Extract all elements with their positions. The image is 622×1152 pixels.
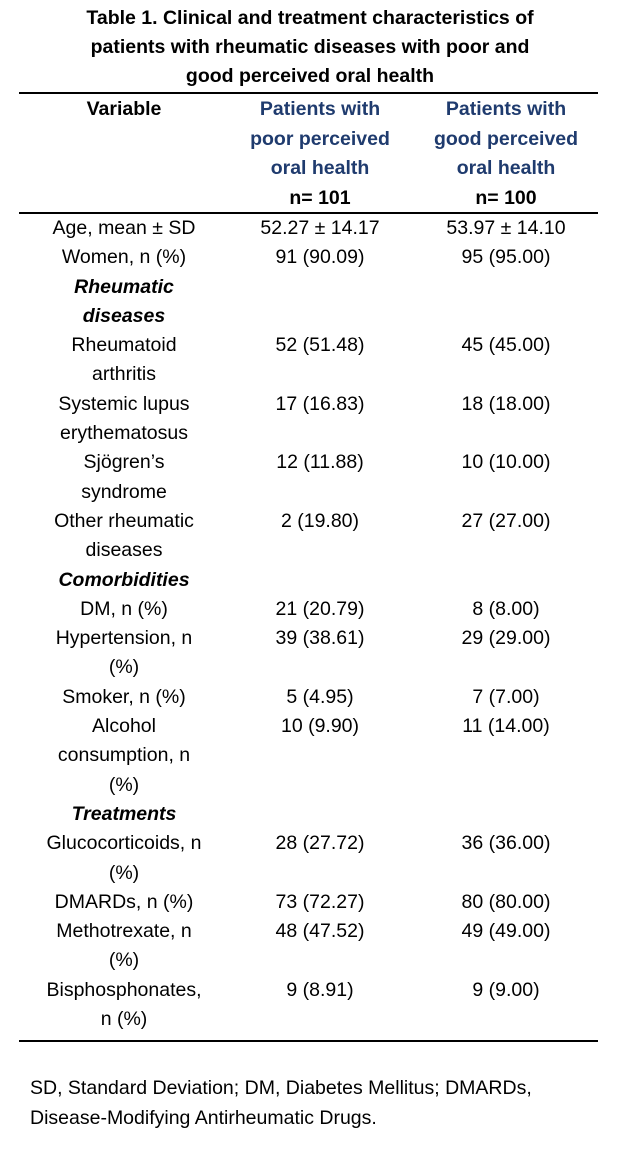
cell-good-oral-health: 9 (9.00)	[472, 978, 540, 1001]
table-title	[20, 4, 600, 91]
header-good-oral-health	[418, 95, 594, 213]
row-label-line: Glucocorticoids, n	[46, 832, 202, 855]
cell-poor-oral-health: 9 (8.91)	[286, 978, 354, 1001]
row-label	[34, 683, 214, 712]
header-line: oral health	[270, 157, 370, 179]
cell-good-oral-health: 49 (49.00)	[461, 920, 551, 943]
header-line: oral health	[456, 157, 556, 179]
header-line: poor perceived	[250, 127, 390, 150]
header-variable	[34, 95, 214, 125]
table-top-rule	[19, 92, 598, 94]
row-label-line: n (%)	[100, 1008, 148, 1031]
cell-good-oral-health: 29 (29.00)	[461, 627, 551, 650]
row-label	[34, 712, 214, 800]
header-poor-oral-health	[232, 95, 408, 213]
section-heading	[34, 800, 214, 829]
cell-poor-oral-health: 52.27 ± 14.17	[260, 217, 380, 239]
table-title-line: good perceived oral health	[185, 65, 435, 87]
row-label	[34, 888, 214, 917]
row-label	[34, 917, 214, 976]
cell-poor-oral-health: 91 (90.09)	[275, 246, 365, 269]
cell-poor-oral-health: 12 (11.88)	[276, 451, 364, 474]
cell-good-oral-health: 80 (80.00)	[461, 890, 551, 913]
row-label-line: consumption, n	[57, 744, 191, 767]
cell-good-oral-health: 11 (14.00)	[462, 715, 550, 738]
cell-good-oral-health: 45 (45.00)	[461, 334, 551, 357]
row-label	[34, 448, 214, 507]
row-label-line: Sjögren’s	[83, 451, 165, 474]
table-title-line: patients with rheumatic diseases with poor and	[90, 36, 530, 58]
table-title-line: Table 1. Clinical and treatment characteristics of	[86, 7, 534, 29]
row-label-line: arthritis	[92, 363, 156, 386]
row-label-line: (%)	[108, 773, 140, 796]
footnote-line: Disease-Modifying Antirheumatic Drugs.	[30, 1107, 377, 1129]
row-label-line: Women, n (%)	[61, 246, 187, 269]
row-label-line: Alcohol	[92, 715, 156, 738]
cell-good-oral-health: 36 (36.00)	[461, 832, 551, 855]
row-label-line: syndrome	[81, 480, 167, 503]
row-label-line: Methotrexate, n	[56, 920, 192, 943]
row-label-line: Age, mean ± SD	[52, 217, 196, 239]
row-label-line: Treatments	[71, 803, 177, 825]
row-label	[34, 331, 214, 390]
table-footnote	[30, 1073, 615, 1133]
cell-poor-oral-health: 5 (4.95)	[286, 685, 354, 708]
row-label	[34, 507, 214, 566]
cell-good-oral-health: 53.97 ± 14.10	[446, 217, 566, 239]
cell-good-oral-health: 7 (7.00)	[472, 685, 540, 708]
row-label	[34, 976, 214, 1035]
cell-good-oral-health: 8 (8.00)	[472, 597, 540, 620]
row-label-line: (%)	[108, 949, 140, 972]
row-label-line: Comorbidities	[58, 568, 190, 591]
row-label-line: Smoker, n (%)	[62, 685, 186, 708]
row-label-line: DM, n (%)	[80, 597, 168, 620]
header-line: good perceived	[433, 127, 579, 150]
header-line: Patients with	[445, 98, 567, 120]
row-label-line: Rheumatoid	[71, 334, 177, 357]
row-label-line: Systemic lupus	[58, 392, 190, 415]
row-label	[34, 243, 214, 272]
row-label	[34, 624, 214, 683]
cell-poor-oral-health: 39 (38.61)	[275, 627, 365, 650]
row-label-line: erythematosus	[60, 422, 188, 445]
row-label	[34, 595, 214, 624]
row-label-line: Hypertension, n	[55, 627, 193, 650]
row-label	[34, 829, 214, 888]
row-label-line: Rheumatic	[74, 275, 174, 298]
row-label-line: DMARDs, n (%)	[54, 890, 194, 913]
cell-poor-oral-health: 52 (51.48)	[275, 334, 365, 357]
cell-poor-oral-health: 28 (27.72)	[275, 832, 365, 855]
row-label-line: diseases	[85, 539, 163, 562]
row-label-line: (%)	[108, 861, 140, 884]
header-line: Patients with	[259, 98, 381, 120]
cell-good-oral-health: 27 (27.00)	[461, 510, 551, 532]
row-label	[34, 390, 214, 449]
row-label-line: Bisphosphonates,	[46, 978, 202, 1001]
section-heading	[34, 566, 214, 595]
row-label-line: diseases	[82, 304, 166, 327]
table-bottom-rule	[19, 1040, 598, 1042]
row-label-line: (%)	[108, 656, 140, 679]
row-label-line: Other rheumatic	[54, 510, 194, 532]
cell-poor-oral-health: 21 (20.79)	[275, 597, 365, 620]
header-n-count: n= 101	[289, 186, 351, 209]
header-variable-label: Variable	[86, 98, 162, 120]
cell-poor-oral-health: 2 (19.80)	[280, 510, 360, 532]
cell-poor-oral-health: 48 (47.52)	[275, 920, 365, 943]
footnote-line: SD, Standard Deviation; DM, Diabetes Mellitus; DMARDs,	[30, 1077, 532, 1099]
cell-poor-oral-health: 73 (72.27)	[275, 890, 365, 913]
cell-poor-oral-health: 10 (9.90)	[280, 715, 360, 738]
row-label	[34, 214, 214, 243]
cell-good-oral-health: 95 (95.00)	[461, 246, 551, 269]
cell-poor-oral-health: 17 (16.83)	[275, 392, 365, 415]
section-heading	[34, 273, 214, 332]
cell-good-oral-health: 18 (18.00)	[461, 392, 551, 415]
cell-good-oral-health: 10 (10.00)	[461, 451, 551, 474]
header-n-count: n= 100	[475, 186, 537, 209]
